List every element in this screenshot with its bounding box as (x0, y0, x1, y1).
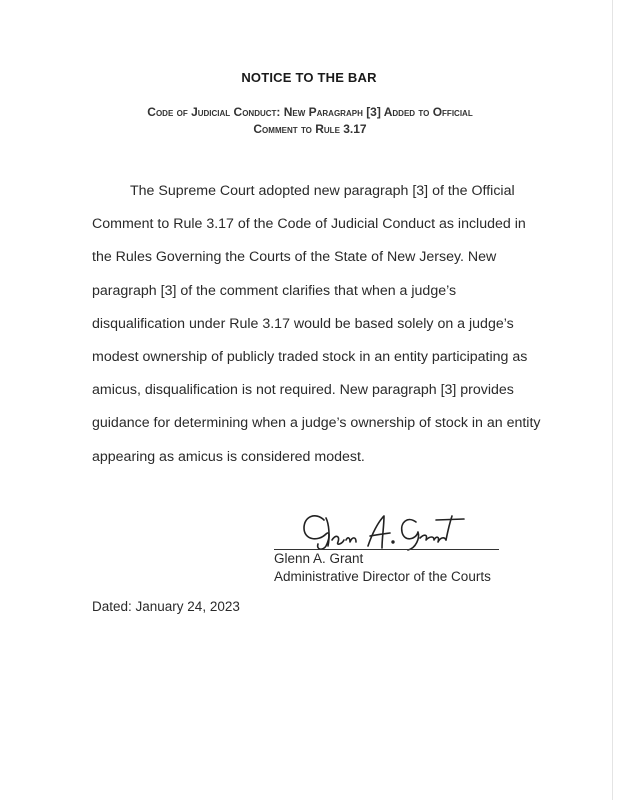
signer-title: Administrative Director of the Courts (274, 569, 491, 584)
page-edge (612, 0, 613, 800)
notice-subtitle (60, 104, 560, 138)
notice-body-text: The Supreme Court adopted new paragraph [3] of the Official Comment to Rule 3.17 of the Code of Judicial Conduct as included in the Rules Governing the Courts of the State of New Jersey. New paragraph [3] of the comment clarifies that when a judge’s disqualification under Rule 3.17 would be based solely on a judge’s modest ownership of publicly traded stock in an entity participating as amicus, disqualification is not required. New paragraph [3] provides guidance for determining when a judge’s ownership of stock in an entity appearing as amicus is considered modest. (92, 183, 541, 465)
subtitle-line-1: Code of Judicial Conduct: New Paragraph [3] Added to Official (147, 105, 473, 119)
notice-body-paragraph (92, 175, 542, 474)
subtitle-line-2: Comment to Rule 3.17 (253, 122, 367, 136)
date-line: Dated: January 24, 2023 (92, 599, 240, 614)
notice-title: NOTICE TO THE BAR (241, 70, 377, 85)
signer-name: Glenn A. Grant (274, 551, 364, 566)
signature-line (274, 549, 499, 550)
